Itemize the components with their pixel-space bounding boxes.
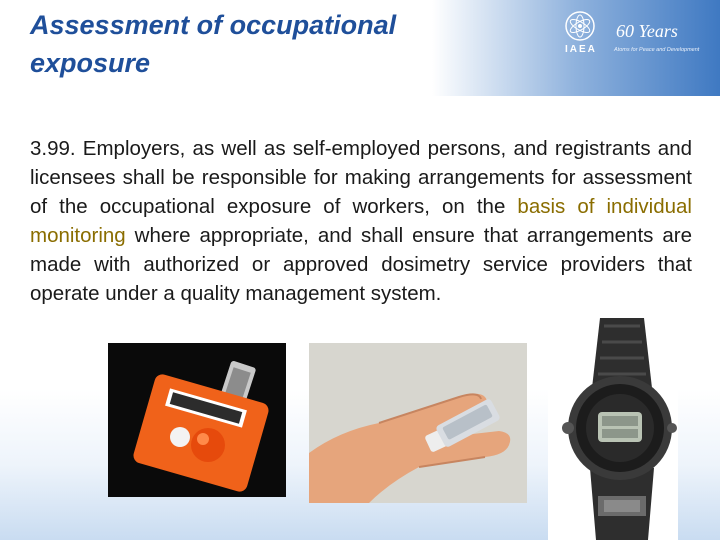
iaea-logo bbox=[562, 10, 712, 58]
badge-dosimeter-icon bbox=[108, 343, 286, 497]
logo-years-text: 60 Years bbox=[616, 21, 678, 41]
body-highlight: basis of individual monitoring bbox=[30, 195, 692, 247]
logo-org-text: IAEA bbox=[565, 44, 597, 55]
wrist-dosimeter-icon bbox=[548, 318, 678, 540]
badge-dosimeter-photo bbox=[108, 343, 286, 497]
ring-dosimeter-icon bbox=[309, 343, 527, 503]
page-title: Assessment of occupational exposure bbox=[30, 10, 397, 78]
electronic-dosimeter-photo bbox=[548, 318, 678, 540]
iaea-emblem-icon bbox=[564, 10, 596, 42]
body-paragraph bbox=[30, 134, 692, 308]
logo-tagline: Atoms for Peace and Development bbox=[614, 47, 700, 53]
body-text-end: where appropriate, and shall ensure that arrangements are made with authorized or approved dosimetry service providers that operate under a quality management system. bbox=[30, 224, 692, 305]
body-text-start: 3.99. Employers, as well as self-employed persons, and registrants and licensees shall be responsible for making arrangements for assessment of the occupational exposure of workers, on the bbox=[30, 137, 692, 218]
ring-dosimeter-photo bbox=[309, 343, 527, 503]
